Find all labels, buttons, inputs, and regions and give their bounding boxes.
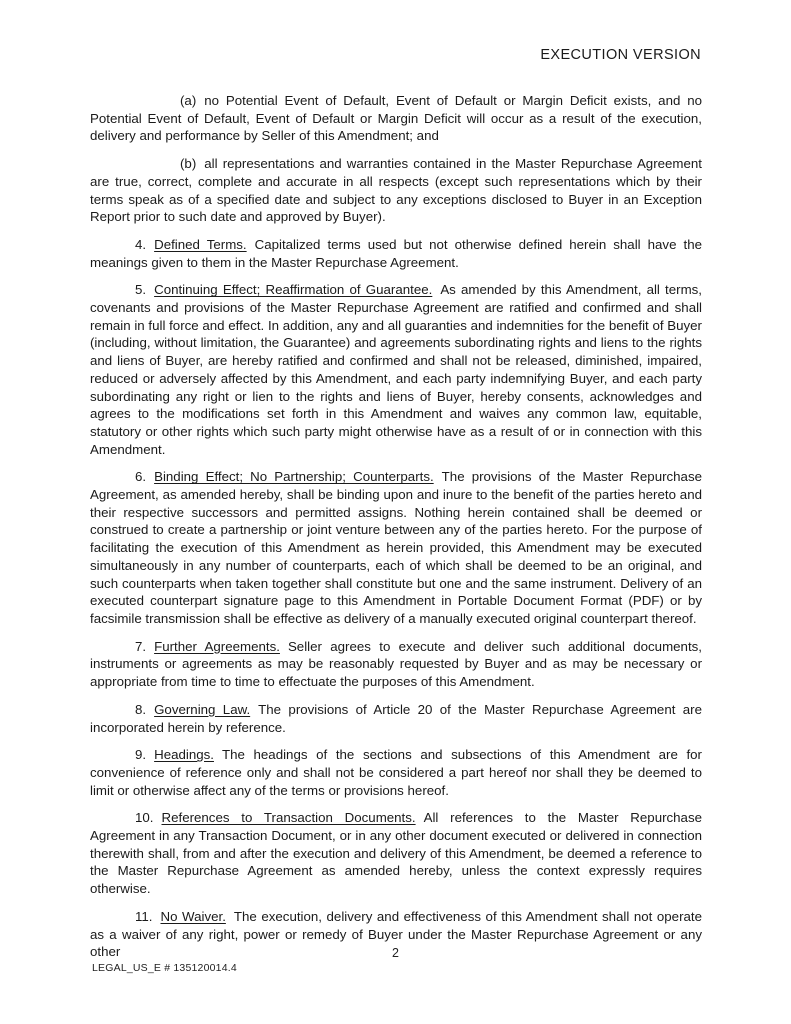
paragraph-b: [90, 155, 702, 226]
paragraph-text: All references to the Master Repurchase Agreement in any Transaction Document, or in any other document executed or delivered in connection therewith shall, from and after the execution and delivery of this Amendment, be deemed a reference to the Master Repurchase Agreement as amended hereby, unless the context expressly requires otherwise.: [90, 810, 703, 897]
paragraph-text: no Potential Event of Default, Event of Default or Margin Deficit exists, and no Potential Event of Default, Event of Default or Margin Deficit will occur as a result of the execution, delivery and performance by Seller of this Amendment; and: [90, 93, 702, 144]
paragraph-label: 11.: [135, 908, 153, 924]
paragraph-label: 4.: [135, 236, 147, 252]
paragraph-7-further-agreements: [90, 638, 702, 691]
paragraph-a: [90, 92, 702, 145]
paragraph-10-references: [90, 809, 702, 898]
paragraph-text: As amended by this Amendment, all terms, covenants and provisions of the Master Repurchase Agreement are ratified and confirmed and shall remain in full force and effect. In addition, any and all guaranties and indemnities for the benefit of Buyer (including, without limitation, the Guarantee) and agreements subordinating rights and liens to the rights and liens of Buyer, are hereby ratified and confirmed and shall not be released, diminished, impaired, reduced or adversely affected by this Amendment, and each party indemnifying Buyer, and each party subordinating any right or lien to the rights and liens of Buyer, hereby consents, acknowledges and agrees to the modifications set forth in this Amendment and waives any common law, equitable, statutory or other rights which such party might otherwise have as a result of or in connection with this Amendment.: [90, 282, 702, 457]
paragraph-label: 5.: [135, 282, 147, 298]
paragraph-text: The execution, delivery and effectiveness of this Amendment shall not operate as a waiver of any right, power or remedy of Buyer under the Master Repurchase Agreement or any other: [90, 908, 702, 960]
paragraph-text: The provisions of the Master Repurchase Agreement, as amended hereby, shall be binding upon and inure to the benefit of the parties hereto and their respective successors and permitted assigns. Nothing herein contained shall be deemed or construed to create a partnership or joint venture between any of the parties hereto. For the purpose of facilitating the execution of this Amendment as herein provided, this Amendment may be executed simultaneously in any number of counterparts, each of which shall be deemed to be an original, and such counterparts when taken together shall constitute but one and the same instrument. Delivery of an executed counterpart signature page to this Amendment in Portable Document Format (PDF) or by facsimile transmission shall be effective as delivery of a manually executed original counterpart thereof.: [90, 469, 702, 626]
paragraph-heading: Further Agreements.: [154, 638, 280, 654]
paragraph-text: all representations and warranties contained in the Master Repurchase Agreement are true, correct, complete and accurate in all respects (except such representations which by their terms speak as of a specified date and subject to any exceptions disclosed to Buyer in an Exception Report prior to such date and approved by Buyer).: [90, 156, 702, 225]
paragraph-label: 10.: [135, 810, 154, 826]
paragraph-heading: Governing Law.: [154, 701, 251, 717]
paragraph-heading: No Waiver.: [160, 908, 226, 924]
document-id-footer: LEGAL_US_E # 135120014.4: [92, 962, 237, 974]
paragraph-label: 6.: [135, 469, 147, 485]
paragraph-label: (a): [180, 93, 197, 108]
paragraph-heading: Binding Effect; No Partnership; Counterparts.: [154, 469, 434, 485]
paragraph-text: The provisions of Article 20 of the Master Repurchase Agreement are incorporated herein by reference.: [90, 701, 702, 735]
paragraph-5-continuing-effect: [90, 281, 702, 458]
paragraph-heading: References to Transaction Documents.: [161, 810, 416, 826]
paragraph-heading: Defined Terms.: [154, 236, 247, 252]
paragraph-label: 9.: [135, 747, 147, 763]
paragraph-8-governing-law: [90, 701, 702, 736]
paragraph-4-defined-terms: [90, 236, 702, 271]
paragraph-6-binding-effect: [90, 468, 702, 627]
execution-version-header: EXECUTION VERSION: [540, 47, 701, 63]
paragraph-label: 7.: [135, 638, 147, 654]
paragraph-heading: Continuing Effect; Reaffirmation of Guarantee.: [154, 282, 433, 298]
paragraph-text: Capitalized terms used but not otherwise defined herein shall have the meanings given to them in the Master Repurchase Agreement.: [90, 236, 702, 270]
paragraph-text: The headings of the sections and subsections of this Amendment are for convenience of reference only and shall not be considered a part hereof nor shall they be deemed to limit or otherwise affect any of the terms or provisions hereof.: [90, 747, 702, 798]
paragraph-text: Seller agrees to execute and deliver such additional documents, instruments or agreements as may be reasonably requested by Buyer and as may be necessary or appropriate from time to time to effectuate the purposes of this Amendment.: [90, 638, 702, 690]
paragraph-heading: Headings.: [154, 747, 214, 763]
paragraph-label: 8.: [135, 701, 147, 717]
paragraph-label: (b): [180, 156, 197, 172]
page-number: 2: [392, 946, 399, 960]
document-body: [90, 92, 702, 961]
paragraph-9-headings: [90, 746, 702, 799]
